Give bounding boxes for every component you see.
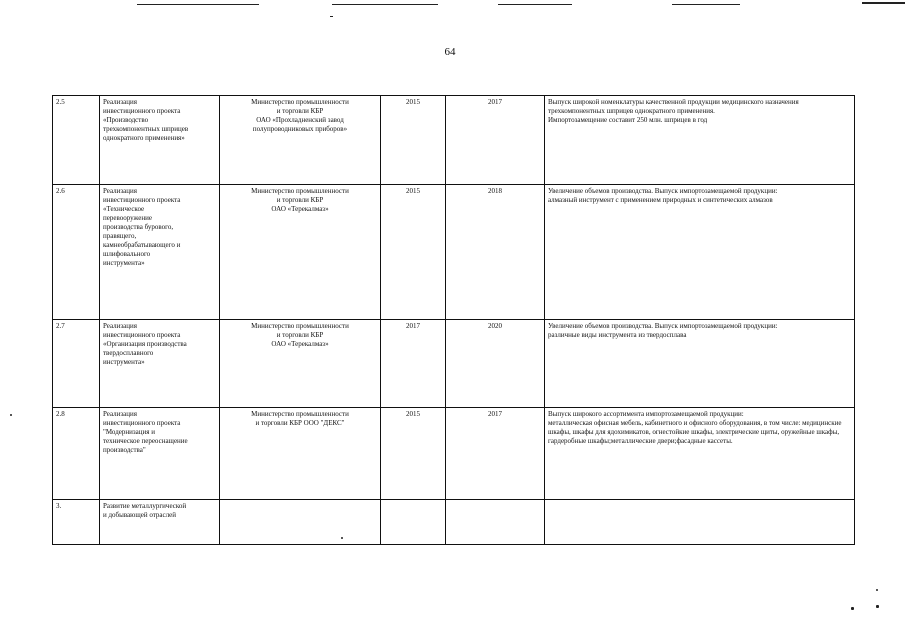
executor: Министерство промышленности и торговли КБР ОАО «Терекалмаз» (220, 185, 381, 320)
measure-name: Реализация инвестиционного проекта «Организация производства твердосплавного инструмента» (100, 320, 220, 408)
start-year (381, 500, 446, 545)
table-row (53, 500, 855, 545)
expected-result: Выпуск широкой номенклатуры качественной продукции медицинского назначения трехкомпонентных шприцев однократного применения. Импортозамещение составит 250 млн. шприцев в год (545, 96, 855, 185)
executor (220, 500, 381, 545)
table-row (53, 320, 855, 408)
end-year: 2017 (446, 408, 545, 500)
executor: Министерство промышленности и торговли КБР ОАО «Прохладненский завод полупроводниковых приборов» (220, 96, 381, 185)
end-year: 2020 (446, 320, 545, 408)
measures-table (52, 95, 855, 545)
row-number: 2.6 (53, 185, 100, 320)
row-number: 2.5 (53, 96, 100, 185)
start-year: 2015 (381, 185, 446, 320)
expected-result (545, 500, 855, 545)
end-year (446, 500, 545, 545)
scan-speck (876, 589, 878, 591)
row-number: 2.8 (53, 408, 100, 500)
scan-speck (876, 605, 879, 608)
executor: Министерство промышленности и торговли КБР ООО "ДЕКС" (220, 408, 381, 500)
expected-result: Увеличение объемов производства. Выпуск импортозамещаемой продукции: различные виды инструмента из твердосплава (545, 320, 855, 408)
table-row (53, 96, 855, 185)
start-year: 2017 (381, 320, 446, 408)
row-number: 3. (53, 500, 100, 545)
start-year: 2015 (381, 408, 446, 500)
row-number: 2.7 (53, 320, 100, 408)
scan-artifacts (0, 0, 905, 20)
measure-name: Реализация инвестиционного проекта «Производство трехкомпонентных шприцев однократного применения» (100, 96, 220, 185)
scan-speck (10, 414, 12, 416)
scan-speck (851, 607, 854, 610)
start-year: 2015 (381, 96, 446, 185)
end-year: 2017 (446, 96, 545, 185)
expected-result: Увеличение объемов производства. Выпуск импортозамещаемой продукции: алмазный инструмент с применением природных и синтетических алмазов (545, 185, 855, 320)
page-number: 64 (444, 46, 456, 58)
executor: Министерство промышленности и торговли КБР ОАО «Терекалмаз» (220, 320, 381, 408)
end-year: 2018 (446, 185, 545, 320)
table-row (53, 408, 855, 500)
measure-name: Реализация инвестиционного проекта «Техническое перевооружение производства бурового, правящего, камнеобрабатывающего и шлифовального инструмента» (100, 185, 220, 320)
expected-result: Выпуск широкого ассортимента импортозамещаемой продукции: металлическая офисная мебель, кабинетного и офисного оборудования, в том числе: медицинские шкафы, шкафы для ядохимикатов, огнестойкие шкафы, электрические щиты, оружейные шкафы, гардеробные шкафы;металлические двери;фасадные кассеты. (545, 408, 855, 500)
measure-name: Реализация инвестиционного проекта "Модернизация и техническое переоснащение производства" (100, 408, 220, 500)
measure-name: Развитие металлургической и добывающей отраслей (100, 500, 220, 545)
table-row (53, 185, 855, 320)
scan-speck (341, 537, 343, 539)
